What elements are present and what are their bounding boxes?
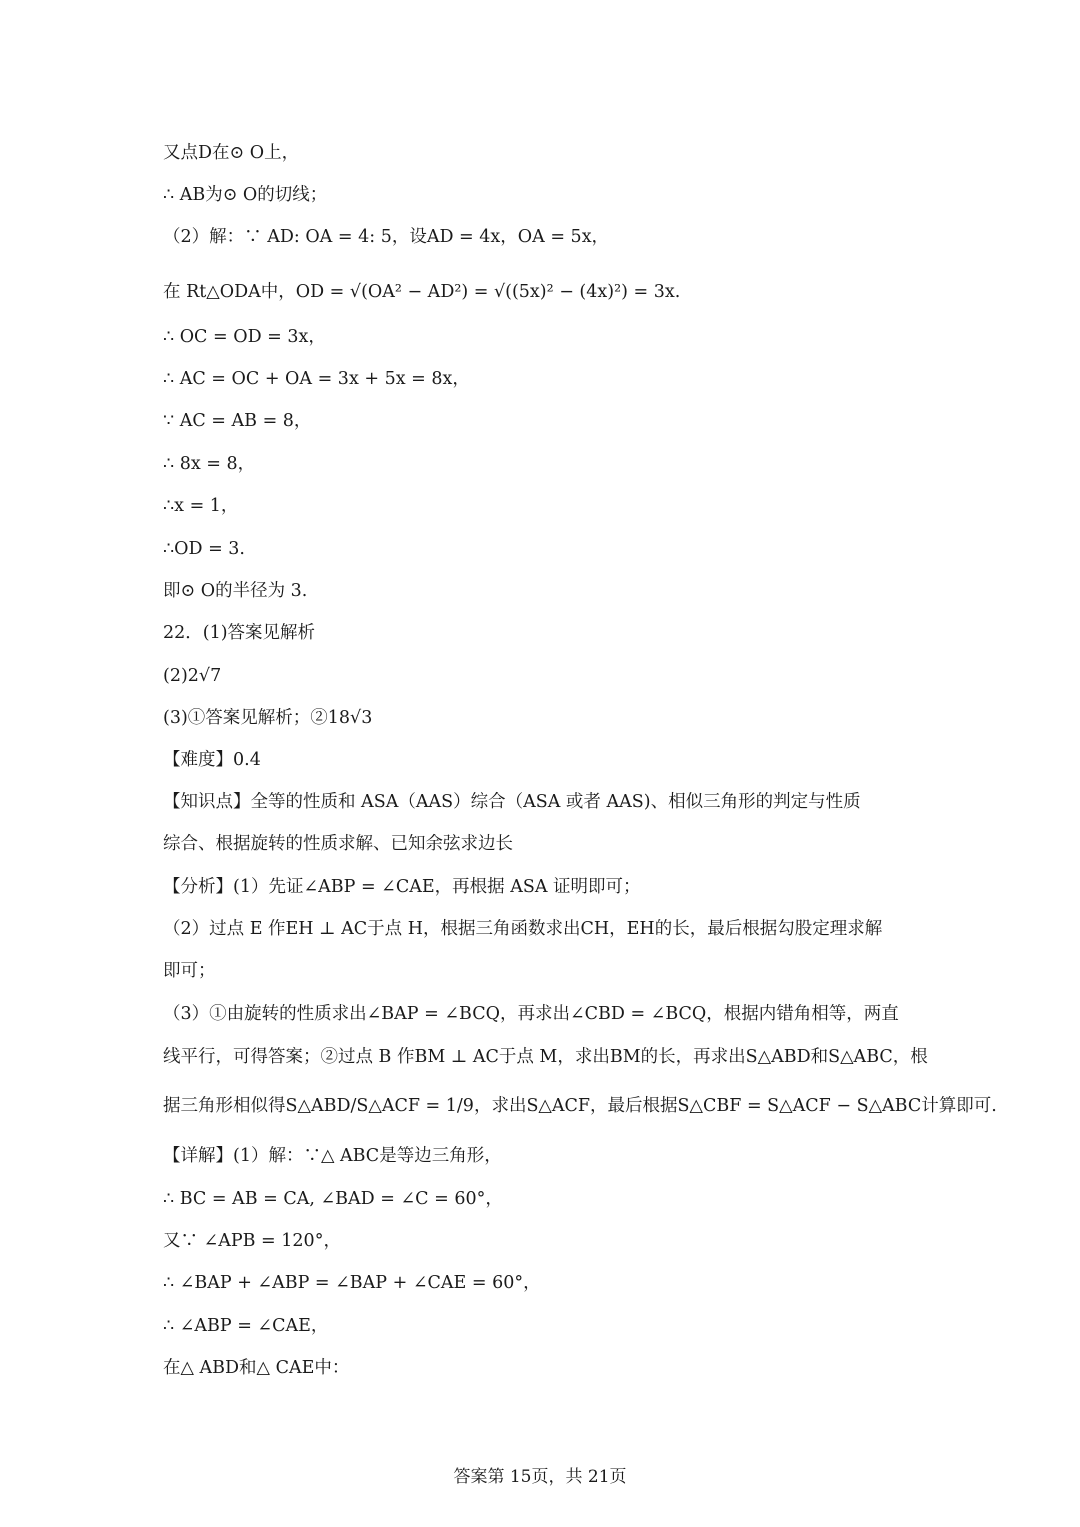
text-line: 在△ ABD和△ CAE中： xyxy=(163,1358,350,1378)
text-line: (2)2√7 xyxy=(163,666,222,686)
text-line: 【详解】(1）解：∵△ ABC是等边三角形， xyxy=(163,1146,502,1166)
text-line: 据三角形相似得S△ABD/S△ACF = 1/9，求出S△ACF，最后根据S△CBF = S△ACF − S△ABC计算即可. xyxy=(163,1096,997,1116)
text-line: （3）①由旋转的性质求出∠BAP = ∠BCQ，再求出∠CBD = ∠BCQ，根据内错角相等，两直 xyxy=(163,1004,899,1024)
text-line: ∴ ∠BAP + ∠ABP = ∠BAP + ∠CAE = 60°， xyxy=(163,1273,541,1293)
text-line: （2）解：∵ AD: OA = 4: 5，设AD = 4x，OA = 5x， xyxy=(163,227,610,247)
text-line: ∴ AB为⊙ O的切线； xyxy=(163,185,328,205)
text-line: ∴ AC = OC + OA = 3x + 5x = 8x， xyxy=(163,369,470,389)
text-line: ∴ BC = AB = CA, ∠BAD = ∠C = 60°， xyxy=(163,1189,503,1209)
text-line: ∴ 8x = 8， xyxy=(163,454,256,474)
text-line: ∴x = 1， xyxy=(163,496,239,516)
text-line: 22．(1)答案见解析 xyxy=(163,623,316,643)
text-line: 【知识点】全等的性质和 ASA（AAS）综合（ASA 或者 AAS)、相似三角形的判定与性质 xyxy=(163,792,861,812)
text-line: ∵ AC = AB = 8， xyxy=(163,411,312,431)
text-line: 即可； xyxy=(163,961,216,981)
text-line: 又∵ ∠APB = 120°， xyxy=(163,1231,341,1251)
text-line: 在 Rt△ODA中，OD = √(OA² − AD²) = √((5x)² − (4x)²) = 3x. xyxy=(163,282,681,302)
text-line: 即⊙ O的半径为 3. xyxy=(163,581,308,601)
text-line: 综合、根据旋转的性质求解、已知余弦求边长 xyxy=(163,834,513,854)
text-line: ∴ ∠ABP = ∠CAE， xyxy=(163,1316,329,1336)
text-line: 又点D在⊙ O上， xyxy=(163,143,300,163)
text-line: ∴OD = 3. xyxy=(163,539,245,559)
text-line: 【难度】0.4 xyxy=(163,750,261,770)
text-line: ∴ OC = OD = 3x， xyxy=(163,327,326,347)
text-line: 【分析】(1）先证∠ABP = ∠CAE，再根据 ASA 证明即可； xyxy=(163,877,641,897)
text-line: （2）过点 E 作EH ⊥ AC于点 H，根据三角函数求出CH，EH的长，最后根据勾股定理求解 xyxy=(163,919,883,939)
text-line: 线平行，可得答案；②过点 B 作BM ⊥ AC于点 M，求出BM的长，再求出S△ABD和S△ABC，根 xyxy=(163,1047,928,1067)
text-line: (3)①答案见解析；②18√3 xyxy=(163,708,373,728)
page-footer: 答案第 15页，共 21页 xyxy=(453,1467,627,1487)
